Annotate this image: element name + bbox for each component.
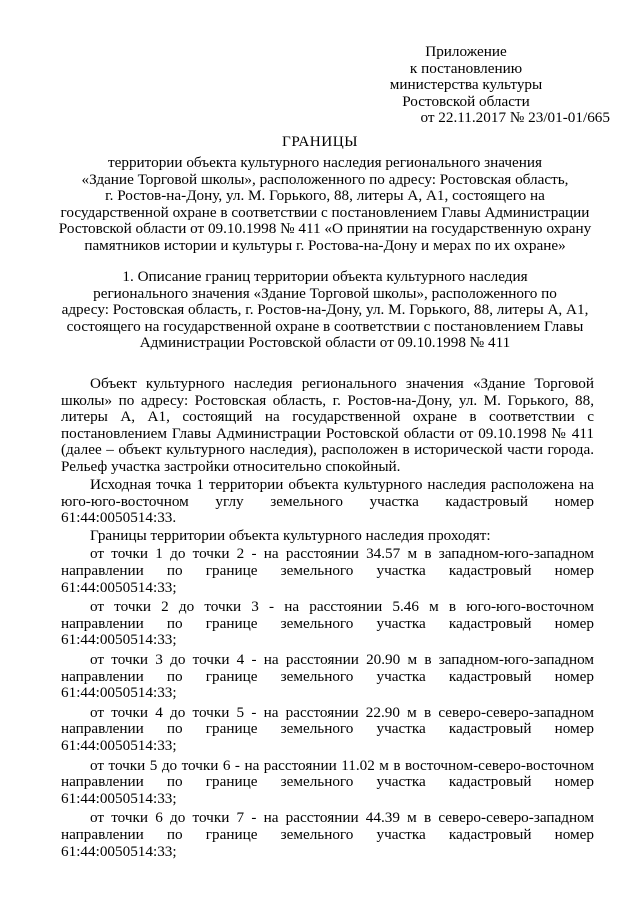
boundaries-heading: Границы территории объекта культурного наследия проходят: <box>90 527 491 545</box>
appendix-line: Ростовской области <box>402 92 530 110</box>
section-heading-line: адресу: Ростовская область, г. Ростов-на-Дону, ул. М. Горького, 88, литеры А, А1, <box>61 301 589 319</box>
section-heading-line: состоящего на государственной охране в соответствии с постановлением Главы <box>66 317 584 335</box>
boundary-segment: от точки 6 до точки 7 - на расстоянии 44.39 м в северо-северо-западном направлении по границе земельного участка кадастровый номер 61:44:0050514:33; <box>61 809 594 860</box>
subtitle-line: территории объекта культурного наследия регионального значения <box>107 154 543 171</box>
start-point-paragraph: Исходная точка 1 территории объекта культурного наследия расположена на юго-юго-восточном углу земельного участка кадастровый номер 61:44:0050514:33. <box>61 476 594 527</box>
boundary-segment: от точки 2 до точки 3 - на расстоянии 5.46 м в юго-юго-восточном направлении по границе земельного участка кадастровый номер 61:44:0050514:33; <box>61 598 594 649</box>
section-heading-line: Администрации Ростовской области от 09.10.1998 № 411 <box>139 334 511 352</box>
subtitle-line: государственной охране в соответствии с постановлением Главы Администрации <box>60 203 590 221</box>
subtitle-line: Ростовской области от 09.10.1998 № 411 «О принятии на государственную охрану <box>58 220 592 238</box>
appendix-block <box>336 43 610 127</box>
subtitle-line: «Здание Торговой школы», расположенного по адресу: Ростовская область, <box>81 170 569 188</box>
document-title: ГРАНИЦЫ <box>282 133 358 150</box>
appendix-line: от 22.11.2017 № 23/01-01/665 <box>420 109 610 127</box>
boundary-segment: от точки 5 до точки 6 - на расстоянии 11.02 м в восточном-северо-восточном направлении по границе земельного участка кадастровый номер 61:44:0050514:33; <box>61 756 594 807</box>
document-body <box>61 376 594 860</box>
appendix-line: Приложение <box>425 43 507 60</box>
intro-paragraph: Объект культурного наследия регионального значения «Здание Торговой школы» по адресу: Ростовская область, г. Ростов-на-Дону, ул. М. Горького, 88, литеры А, А1, состоящий на государственной охране в соответствии с постановлением Главы Администрации Ростовской области от 09.10.1998 № 411 (далее – объект культурного наследия), расположен в исторической части города. Рельеф участка застройки относительно спокойный. <box>61 375 594 475</box>
subtitle-line: памятников истории и культуры г. Ростова-на-Дону и мерах по их охране» <box>84 236 566 254</box>
section-heading-line: 1. Описание границ территории объекта культурного наследия <box>122 268 528 285</box>
boundary-segment: от точки 4 до точки 5 - на расстоянии 22.90 м в северо-северо-западном направлении по границе земельного участка кадастровый номер 61:44:0050514:33; <box>61 703 594 754</box>
appendix-line: министерства культуры <box>389 76 543 94</box>
document-subtitle <box>36 155 614 255</box>
subtitle-line: г. Ростов-на-Дону, ул. М. Горького, 88, литеры А, А1, состоящего на <box>105 187 545 205</box>
appendix-line: к постановлению <box>409 59 523 77</box>
boundary-segment: от точки 1 до точки 2 - на расстоянии 34.57 м в западном-юго-западном направлении по границе земельного участка кадастровый номер 61:44:0050514:33; <box>61 545 594 596</box>
boundary-segment: от точки 3 до точки 4 - на расстоянии 20.90 м в западном-юго-западном направлении по границе земельного участка кадастровый номер 61:44:0050514:33; <box>61 651 594 702</box>
section-heading <box>36 269 614 352</box>
section-heading-line: регионального значения «Здание Торговой школы», расположенного по <box>93 284 557 302</box>
